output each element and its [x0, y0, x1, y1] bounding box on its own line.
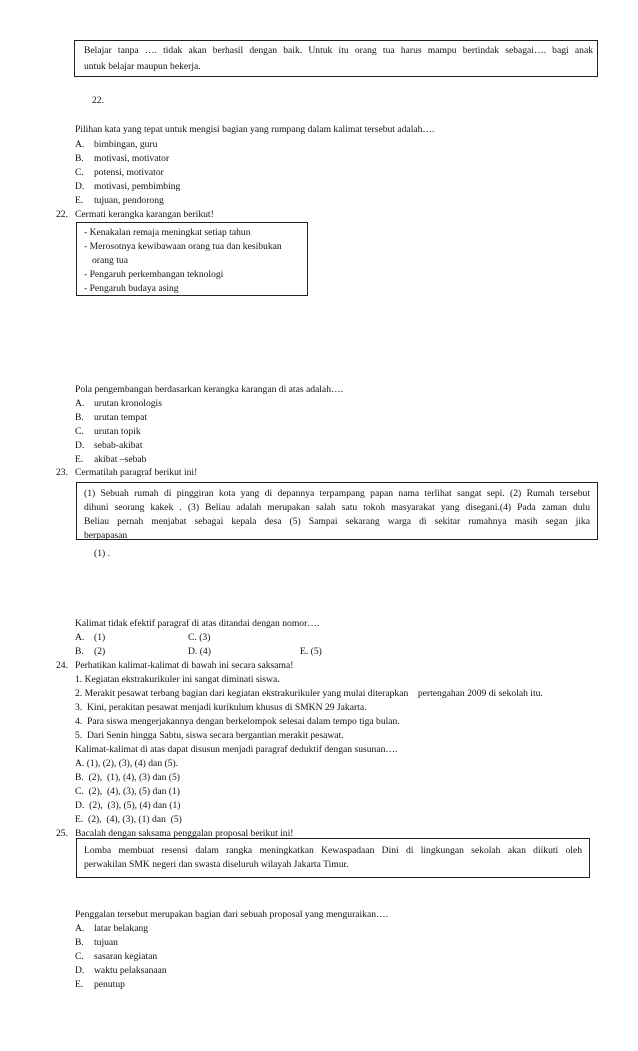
option-text: (2) — [94, 646, 106, 657]
question-text: Pola pengembangan berdasarkan kerangka karangan di atas adalah…. — [75, 384, 343, 395]
question-text: Pilihan kata yang tepat untuk mengisi bagian yang rumpang dalam kalimat tersebut adalah…. — [75, 124, 435, 135]
box-line: (1) Sebuah rumah di pinggiran kota yang di depannya terpampang papan nama terlihat sangat sepi. (2) Rumah tersebut — [84, 488, 590, 499]
box-line: dihuni seorang kakek . (3) Beliau adalah merupakan salah satu tokoh masyarakat yang disegani.(4) Pada zaman dulu — [84, 502, 590, 513]
option-text: latar belakang — [94, 923, 149, 934]
text-box-proposal — [76, 838, 590, 878]
question-text: Kalimat tidak efektif paragraf di atas ditandai dengan nomor…. — [75, 618, 320, 629]
option-text: potensi, motivator — [94, 167, 164, 178]
question-prompt: Bacalah dengan saksama penggalan proposal berikut ini! — [75, 828, 294, 839]
option-item: E. (5) — [300, 646, 322, 657]
option-text: urutan topik — [94, 426, 141, 437]
option-letter: B. — [75, 412, 84, 423]
option-letter: A. — [75, 398, 85, 409]
box-line: perwakilan SMK negeri dan swasta diseluruh wilayah Jakarta Timur. — [84, 859, 349, 870]
option-letter: E. — [75, 979, 84, 990]
question-prompt: Cermatilah paragraf berikut ini! — [75, 467, 198, 478]
box-line: - Pengaruh budaya asing — [84, 283, 179, 294]
option-text: tujuan — [94, 937, 118, 948]
option-text: urutan tempat — [94, 412, 148, 423]
box-line: untuk belajar maupun bekerja. — [84, 61, 201, 72]
question-text: Kalimat-kalimat di atas dapat disusun menjadi paragraf deduktif dengan susunan…. — [75, 744, 398, 755]
option-letter: D. — [75, 440, 85, 451]
figure-placeholder-number: 22. — [92, 95, 104, 106]
question-text: Penggalan tersebut merupakan bagian dari sebuah proposal yang menguraikan…. — [75, 909, 389, 920]
option-letter: C. — [75, 167, 84, 178]
box-line: - Merosotnya kewibawaan orang tua dan kesibukan — [84, 241, 282, 252]
sentence-item: 2. Merakit pesawat terbang bagian dari kegiatan ekstrakurikuler yang mulai diterapkan pertengahan 2009 di sekolah itu. — [75, 688, 543, 699]
box-line: - Kenakalan remaja meningkat setiap tahun — [84, 227, 251, 238]
figure-placeholder-number: (1) . — [94, 548, 110, 559]
question-number: 24. — [56, 660, 68, 671]
option-item: B. (2), (1), (4), (3) dan (5) — [75, 772, 180, 783]
option-letter: B. — [75, 646, 84, 657]
question-prompt: Perhatikan kalimat-kalimat di bawah ini secara saksama! — [75, 660, 294, 671]
option-text: penutup — [94, 979, 125, 990]
option-letter: C. — [75, 951, 84, 962]
option-item: E. (2), (4), (3), (1) dan (5) — [75, 814, 182, 825]
option-letter: B. — [75, 153, 84, 164]
option-item: C. (2), (4), (3), (5) dan (1) — [75, 786, 180, 797]
option-item: D. (2), (3), (5), (4) dan (1) — [75, 800, 181, 811]
box-line: berpapasan — [84, 530, 128, 539]
option-text: bimbingan, guru — [94, 139, 158, 150]
option-letter: A. — [75, 923, 85, 934]
option-letter: D. — [75, 965, 85, 976]
option-text: waktu pelaksanaan — [94, 965, 167, 976]
box-line: orang tua — [92, 255, 128, 266]
option-text: tujuan, pendorong — [94, 195, 164, 206]
question-prompt: Cermati kerangka karangan berikut! — [75, 209, 214, 220]
option-letter: A. — [75, 632, 85, 643]
option-text: motivasi, motivator — [94, 153, 170, 164]
question-number: 23. — [56, 467, 68, 478]
option-text: akibat –sebab — [94, 454, 147, 465]
box-line: Beliau pernah menjabat sebagai kepala desa (5) Sampai sekarang warga di sekitar rumahnya masih segan jika — [84, 516, 590, 527]
box-line: Lomba membuat resensi dalam rangka meningkatkan Kewaspadaan Dini di lingkungan sekolah akan diikuti oleh — [84, 845, 582, 856]
option-text: sebab-akibat — [94, 440, 143, 451]
option-letter: B. — [75, 937, 84, 948]
box-line: - Pengaruh perkembangan teknologi — [84, 269, 224, 280]
option-text: sasaran kegiatan — [94, 951, 158, 962]
option-letter: C. — [75, 426, 84, 437]
sentence-item: 3. Kini, perakitan pesawat menjadi kurikulum khusus di SMKN 29 Jakarta. — [75, 702, 367, 713]
option-text: urutan kronologis — [94, 398, 162, 409]
sentence-item: 1. Kegiatan ekstrakurikuler ini sangat diminati siswa. — [75, 674, 280, 685]
option-item: C. (3) — [188, 632, 211, 643]
box-line: Belajar tanpa …. tidak akan berhasil dengan baik. Untuk itu orang tua harus mampu bertindak sebagai…. bagi anak — [84, 45, 593, 56]
option-letter: E. — [75, 195, 84, 206]
option-item: D. (4) — [188, 646, 211, 657]
option-letter: E. — [75, 454, 84, 465]
option-item: A. (1), (2), (3), (4) dan (5). — [75, 758, 179, 769]
option-text: (1) — [94, 632, 106, 643]
question-number: 22. — [56, 209, 68, 220]
sentence-item: 4. Para siswa mengerjakannya dengan berkelompok selesai dalam tempo tiga bulan. — [75, 716, 400, 727]
option-letter: A. — [75, 139, 85, 150]
option-text: motivasi, pembimbing — [94, 181, 181, 192]
question-number: 25. — [56, 828, 68, 839]
sentence-item: 5. Dari Senin hingga Sabtu, siswa secara bergantian merakit pesawat. — [75, 730, 344, 741]
option-letter: D. — [75, 181, 85, 192]
